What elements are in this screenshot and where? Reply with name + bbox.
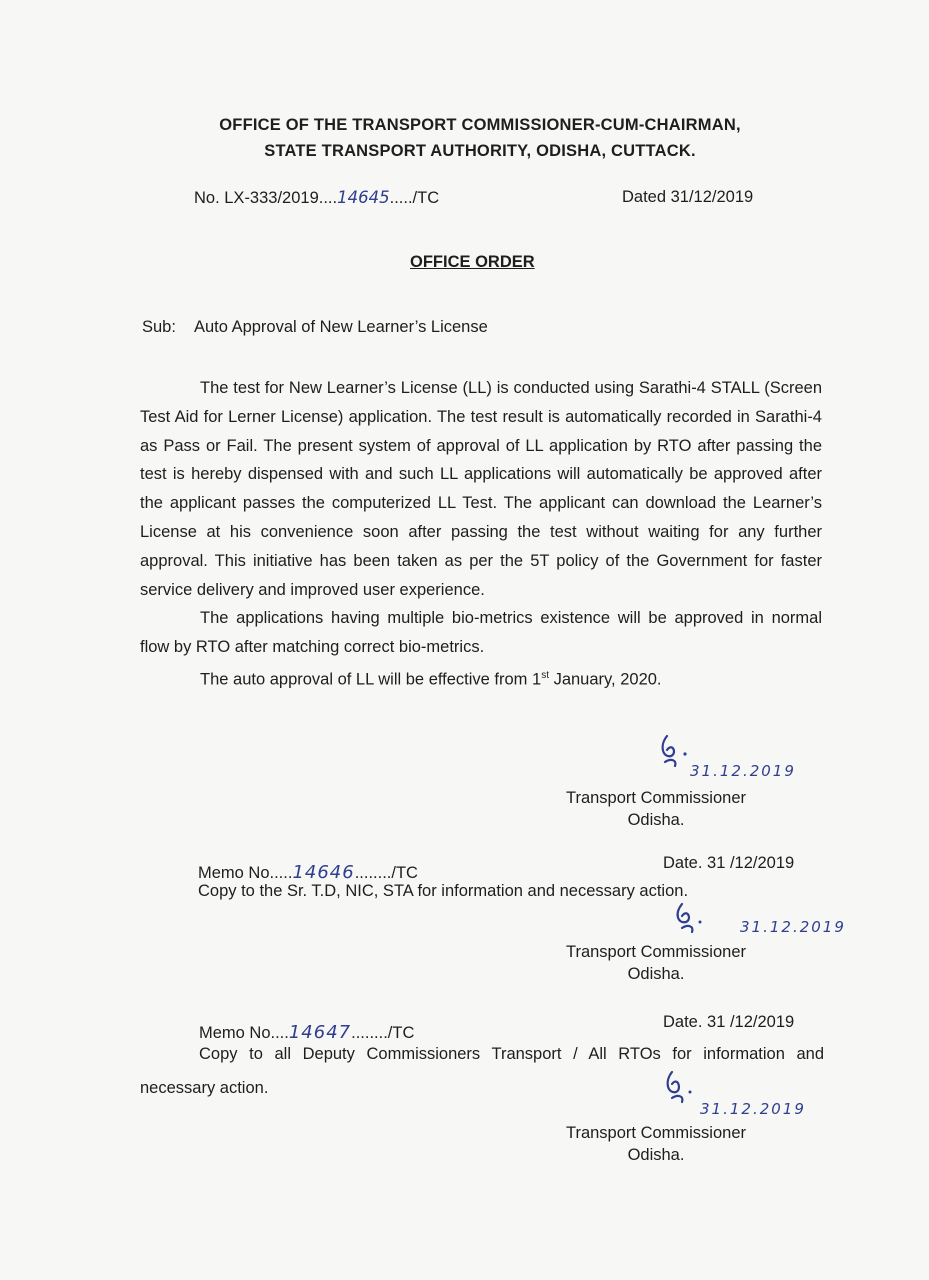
subject-text: Auto Approval of New Learner’s License — [193, 318, 488, 336]
memo-date-1: Date. 31 /12/2019 — [663, 854, 795, 872]
signatory-place-3: Odisha. — [627, 1146, 685, 1164]
signature-block-1 — [541, 787, 771, 831]
reference-suffix: ...../TC — [389, 189, 440, 207]
signature-date-3: 31.12.2019 — [700, 1100, 806, 1118]
effective-date: January, 2020. — [548, 670, 662, 689]
signatory-title-1: Transport Commissioner — [565, 789, 747, 807]
body-paragraph-2: The applications having multiple bio-metrics existence will be approved in normal flow by RTO after matching correct bio-metrics. — [140, 609, 822, 657]
memo-prefix-1: Memo No..... — [198, 864, 293, 882]
signature-date-1: 31.12.2019 — [690, 762, 796, 780]
memo-number-1 — [198, 862, 418, 883]
memo-handwritten-number-2: 14647 — [288, 1022, 352, 1043]
body-paragraph-1: The test for New Learner’s License (LL) is conducted using Sarathi-4 STALL (Screen Test Aid for Lerner License) application. The test result is automatically recorded in Sarathi-4 as Pass or Fail. The present system of approval of LL application by RTO after passing the test is hereby dispensed with and such LL applications will automatically be approved after the applicant passes the computerized LL Test. The applicant can download the Learner’s License at his convenience soon after passing the test without waiting for any further approval. This initiative has been taken as per the 5T policy of the Government for faster service delivery and improved user experience. — [140, 379, 822, 599]
signature-date-2: 31.12.2019 — [740, 918, 846, 936]
memo-date-2: Date. 31 /12/2019 — [663, 1013, 795, 1031]
signatory-title-3: Transport Commissioner — [565, 1124, 747, 1142]
signatory-place-1: Odisha. — [627, 811, 685, 829]
signatory-title-2: Transport Commissioner — [565, 943, 747, 961]
subject-label: Sub: — [142, 318, 176, 336]
memo-prefix-2: Memo No.... — [199, 1024, 289, 1042]
dated-line: Dated 31/12/2019 — [622, 188, 754, 206]
memo-copy-2: Copy to all Deputy Commissioners Transport / All RTOs for information and necessary action. — [140, 1045, 824, 1097]
effective-text: The auto approval of LL will be effective from 1 — [200, 670, 542, 689]
reference-handwritten-number: 14645 — [337, 188, 390, 207]
subject-line — [142, 318, 488, 337]
memo-copy-1: Copy to the Sr. T.D, NIC, STA for information and necessary action. — [198, 882, 689, 900]
signatory-place-2: Odisha. — [627, 965, 685, 983]
header-line-1: OFFICE OF THE TRANSPORT COMMISSIONER-CUM-CHAIRMAN, — [219, 116, 741, 134]
memo-suffix-2: ......../TC — [351, 1024, 415, 1042]
order-title: OFFICE ORDER — [410, 253, 535, 271]
order-body — [140, 374, 822, 695]
effective-ordinal: st — [541, 670, 549, 682]
signature-block-3 — [541, 1122, 771, 1166]
header-line-2: STATE TRANSPORT AUTHORITY, ODISHA, CUTTACK. — [264, 142, 696, 160]
office-header — [90, 112, 870, 164]
memo-suffix-1: ......../TC — [354, 864, 418, 882]
signature-block-2 — [541, 941, 771, 985]
memo-handwritten-number-1: 14646 — [292, 862, 355, 883]
reference-prefix: No. LX-333/2019.... — [194, 189, 338, 207]
body-paragraph-3 — [140, 662, 822, 694]
reference-number — [194, 188, 439, 208]
